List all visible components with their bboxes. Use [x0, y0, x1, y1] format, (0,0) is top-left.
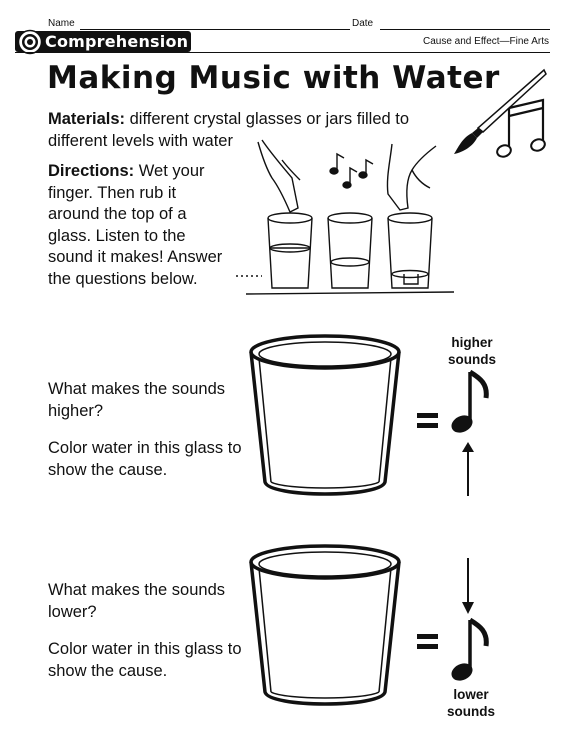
directions-text [48, 161, 230, 290]
arrow-down-icon [460, 556, 476, 616]
date-field[interactable] [380, 29, 550, 30]
q1-question: What makes the sounds higher? [48, 380, 226, 420]
music-note-icon [448, 616, 498, 686]
q1-equals-sign [416, 411, 440, 431]
q2-instruction: Color water in this glass to show the cause. [48, 640, 242, 680]
music-note-icon [495, 98, 550, 160]
q2-glass[interactable] [245, 542, 405, 710]
music-note-icon [448, 368, 498, 438]
name-label: Name [48, 18, 75, 29]
page-title: Making Music with Water [47, 60, 500, 96]
section-badge-text: Comprehension [45, 32, 189, 51]
arrow-up-icon [460, 440, 476, 498]
q1-instruction: Color water in this glass to show the cause. [48, 439, 242, 479]
materials-body: different crystal glasses or jars filled to different levels with water [48, 110, 410, 150]
header-rule [15, 52, 550, 53]
date-label: Date [352, 18, 374, 29]
q2-question: What makes the sounds lower? [48, 581, 226, 621]
directions-body: Wet your finger. Then rub it around the top of a glass. Listen to the sound it makes! Answer the questions below. [48, 162, 223, 288]
q2-equals-sign [416, 632, 440, 652]
glasses-illustration [232, 138, 462, 308]
q1-glass[interactable] [245, 332, 405, 500]
subject-label: Cause and Effect—Fine Arts [423, 36, 549, 47]
q2-note-label: lower sounds [446, 687, 495, 719]
directions-label: Directions: [48, 162, 135, 180]
name-field[interactable] [80, 29, 350, 30]
section-badge [15, 31, 191, 52]
q1-note-label: higher sounds [447, 335, 496, 367]
materials-label: Materials: [48, 110, 126, 128]
